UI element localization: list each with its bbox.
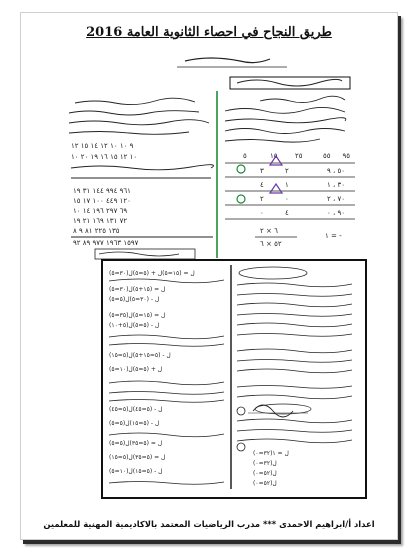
svg-text:(٥٢=٠)ل: (٥٢=٠)ل: [253, 470, 277, 477]
svg-text:(٥+١٠)ل - (٥=٥)ل: (٥+١٠)ل - (٥=٥)ل: [109, 322, 160, 329]
svg-text:٥٠ ، ٩: ٥٠ ، ٩: [327, 167, 346, 175]
svg-text:(١٠=٥)ل + (٥=٥)ل: (١٠=٥)ل + (٥=٥)ل: [109, 366, 163, 373]
svg-text:(٣٢=٠)ل: (٣٢=٠)ل: [253, 460, 277, 467]
svg-text:١: ١: [285, 181, 289, 189]
svg-text:١٣٥ ٢٢٥ ٨١ ٩ ٨: ١٣٥ ٢٢٥ ٨١ ٩ ٨: [73, 227, 120, 235]
svg-text:٩٦١ ٩٩٤ ١٤٤ ٣١ ١٩: ٩٦١ ٩٩٤ ١٤٤ ٣١ ١٩: [73, 187, 131, 195]
svg-text:١٥٩٧ ١٩٦٣ ٩٧٧ ٨٩ ٩٢: ١٥٩٧ ١٩٦٣ ٩٧٧ ٨٩ ٩٢: [73, 239, 139, 247]
svg-text:٠: ٠: [260, 209, 264, 217]
svg-text:٣: ٣: [260, 167, 264, 175]
svg-text:(٥=١٥)ل = (٥=٣٥)ل: (٥=١٥)ل = (٥=٣٥)ل: [109, 454, 166, 461]
svg-text:٠: ٠: [285, 195, 289, 203]
svg-text:١٥: ١٥: [270, 152, 278, 160]
document-page: [20, 12, 398, 540]
svg-text:٢: ٢: [260, 195, 264, 203]
document-footer: اعداد أ/ابراهيم الاحمدى *** مدرب الرياضيات المعتمد بالاكاديمية المهنية للمعلمين: [43, 519, 375, 529]
svg-text:٤: ٤: [260, 181, 264, 189]
svg-text:٥٢ × ٦: ٥٢ × ٦: [260, 240, 282, 248]
svg-text:(٥=٥)ل - (٣٠=٥)ل: (٥=٥)ل - (٣٠=٥)ل: [109, 296, 160, 303]
svg-text:١٢٠ ٤٤٩ ١٠٠ ١٧ ١٥: ١٢٠ ٤٤٩ ١٠٠ ١٧ ١٥: [73, 197, 131, 205]
svg-text:٢٥: ٢٥: [295, 152, 303, 160]
svg-text:(٥=١٥)ل - (٥=١٥+٥)ل: (٥=١٥)ل - (٥=١٥+٥)ل: [109, 352, 171, 359]
svg-text:(٥٢=٠)ل: (٥٢=٠)ل: [253, 480, 277, 487]
svg-text:(٣٠=٥)ل = (١٥+٥)ل: (٣٠=٥)ل = (١٥+٥)ل: [109, 286, 166, 293]
svg-text:٩٠ ، ٠: ٩٠ ، ٠: [327, 209, 346, 217]
svg-text:(٣٠=٥)ل = (١٥=٥)ل + (٥=٥)ل: (٣٠=٥)ل = (١٥=٥)ل + (٥=٥)ل: [109, 270, 195, 277]
svg-text:(٥=٥)ل - (٥=١٥)ل: (٥=٥)ل - (٥=١٥)ل: [109, 420, 160, 427]
svg-text:٧٢ ١٣١ ١٦٩ ٢١ ١٩: ٧٢ ١٣١ ١٦٩ ٢١ ١٩: [73, 217, 128, 225]
svg-text:(٥=٤٥)ل - (٥=٤٥)ل: (٥=٤٥)ل - (٥=٤٥)ل: [109, 406, 163, 413]
svg-text:٦٩ ٢٩٧ ١٩٦ ١٤ ١٠: ٦٩ ٢٩٧ ١٩٦ ١٤ ١٠: [73, 207, 128, 215]
svg-text:(١٠=٥)ل - (٥=١٥)ل: (١٠=٥)ل - (٥=١٥)ل: [109, 468, 163, 475]
svg-text:(٣٢=٠)ل = ١: (٣٢=٠)ل = ١: [253, 450, 289, 457]
lower-handwritten-notes: [103, 261, 361, 493]
upper-handwritten-notes: [65, 53, 365, 263]
svg-text:٥: ٥: [243, 152, 247, 160]
svg-text:١٠ ١٢ ١٥ ١٦ ١٩ ٢٠ ١٠: ١٠ ١٢ ١٥ ١٦ ١٩ ٢٠ ١٠: [71, 153, 138, 161]
document-title: طريق النجاح في احصاء الثانوية العامة 2016: [86, 25, 332, 40]
svg-text:٣٠ ، ١: ٣٠ ، ١: [327, 181, 346, 189]
lower-notes-drawing: [103, 261, 361, 493]
svg-text:١ = -: ١ = -: [325, 232, 342, 240]
svg-text:٩ ١٠ ١٠ ١٢ ١٤ ١٥ ١٢: ٩ ١٠ ١٠ ١٢ ١٤ ١٥ ١٢: [71, 142, 134, 150]
svg-text:٥٥: ٥٥: [323, 152, 331, 160]
svg-text:٢: ٢: [285, 167, 289, 175]
svg-text:٩٥: ٩٥: [342, 152, 350, 160]
svg-text:٧٠ ، ٢: ٧٠ ، ٢: [327, 195, 346, 203]
svg-text:٤: ٤: [285, 209, 289, 217]
svg-text:٦ × ٢: ٦ × ٢: [260, 227, 278, 235]
svg-text:(٣٥=٥)ل = (١٥=٥)ل: (٣٥=٥)ل = (١٥=٥)ل: [109, 312, 166, 319]
upper-notes-drawing: [65, 53, 365, 263]
svg-text:(٥=٥)ل = (٥=٣٥)ل: (٥=٥)ل = (٥=٣٥)ل: [109, 440, 163, 447]
